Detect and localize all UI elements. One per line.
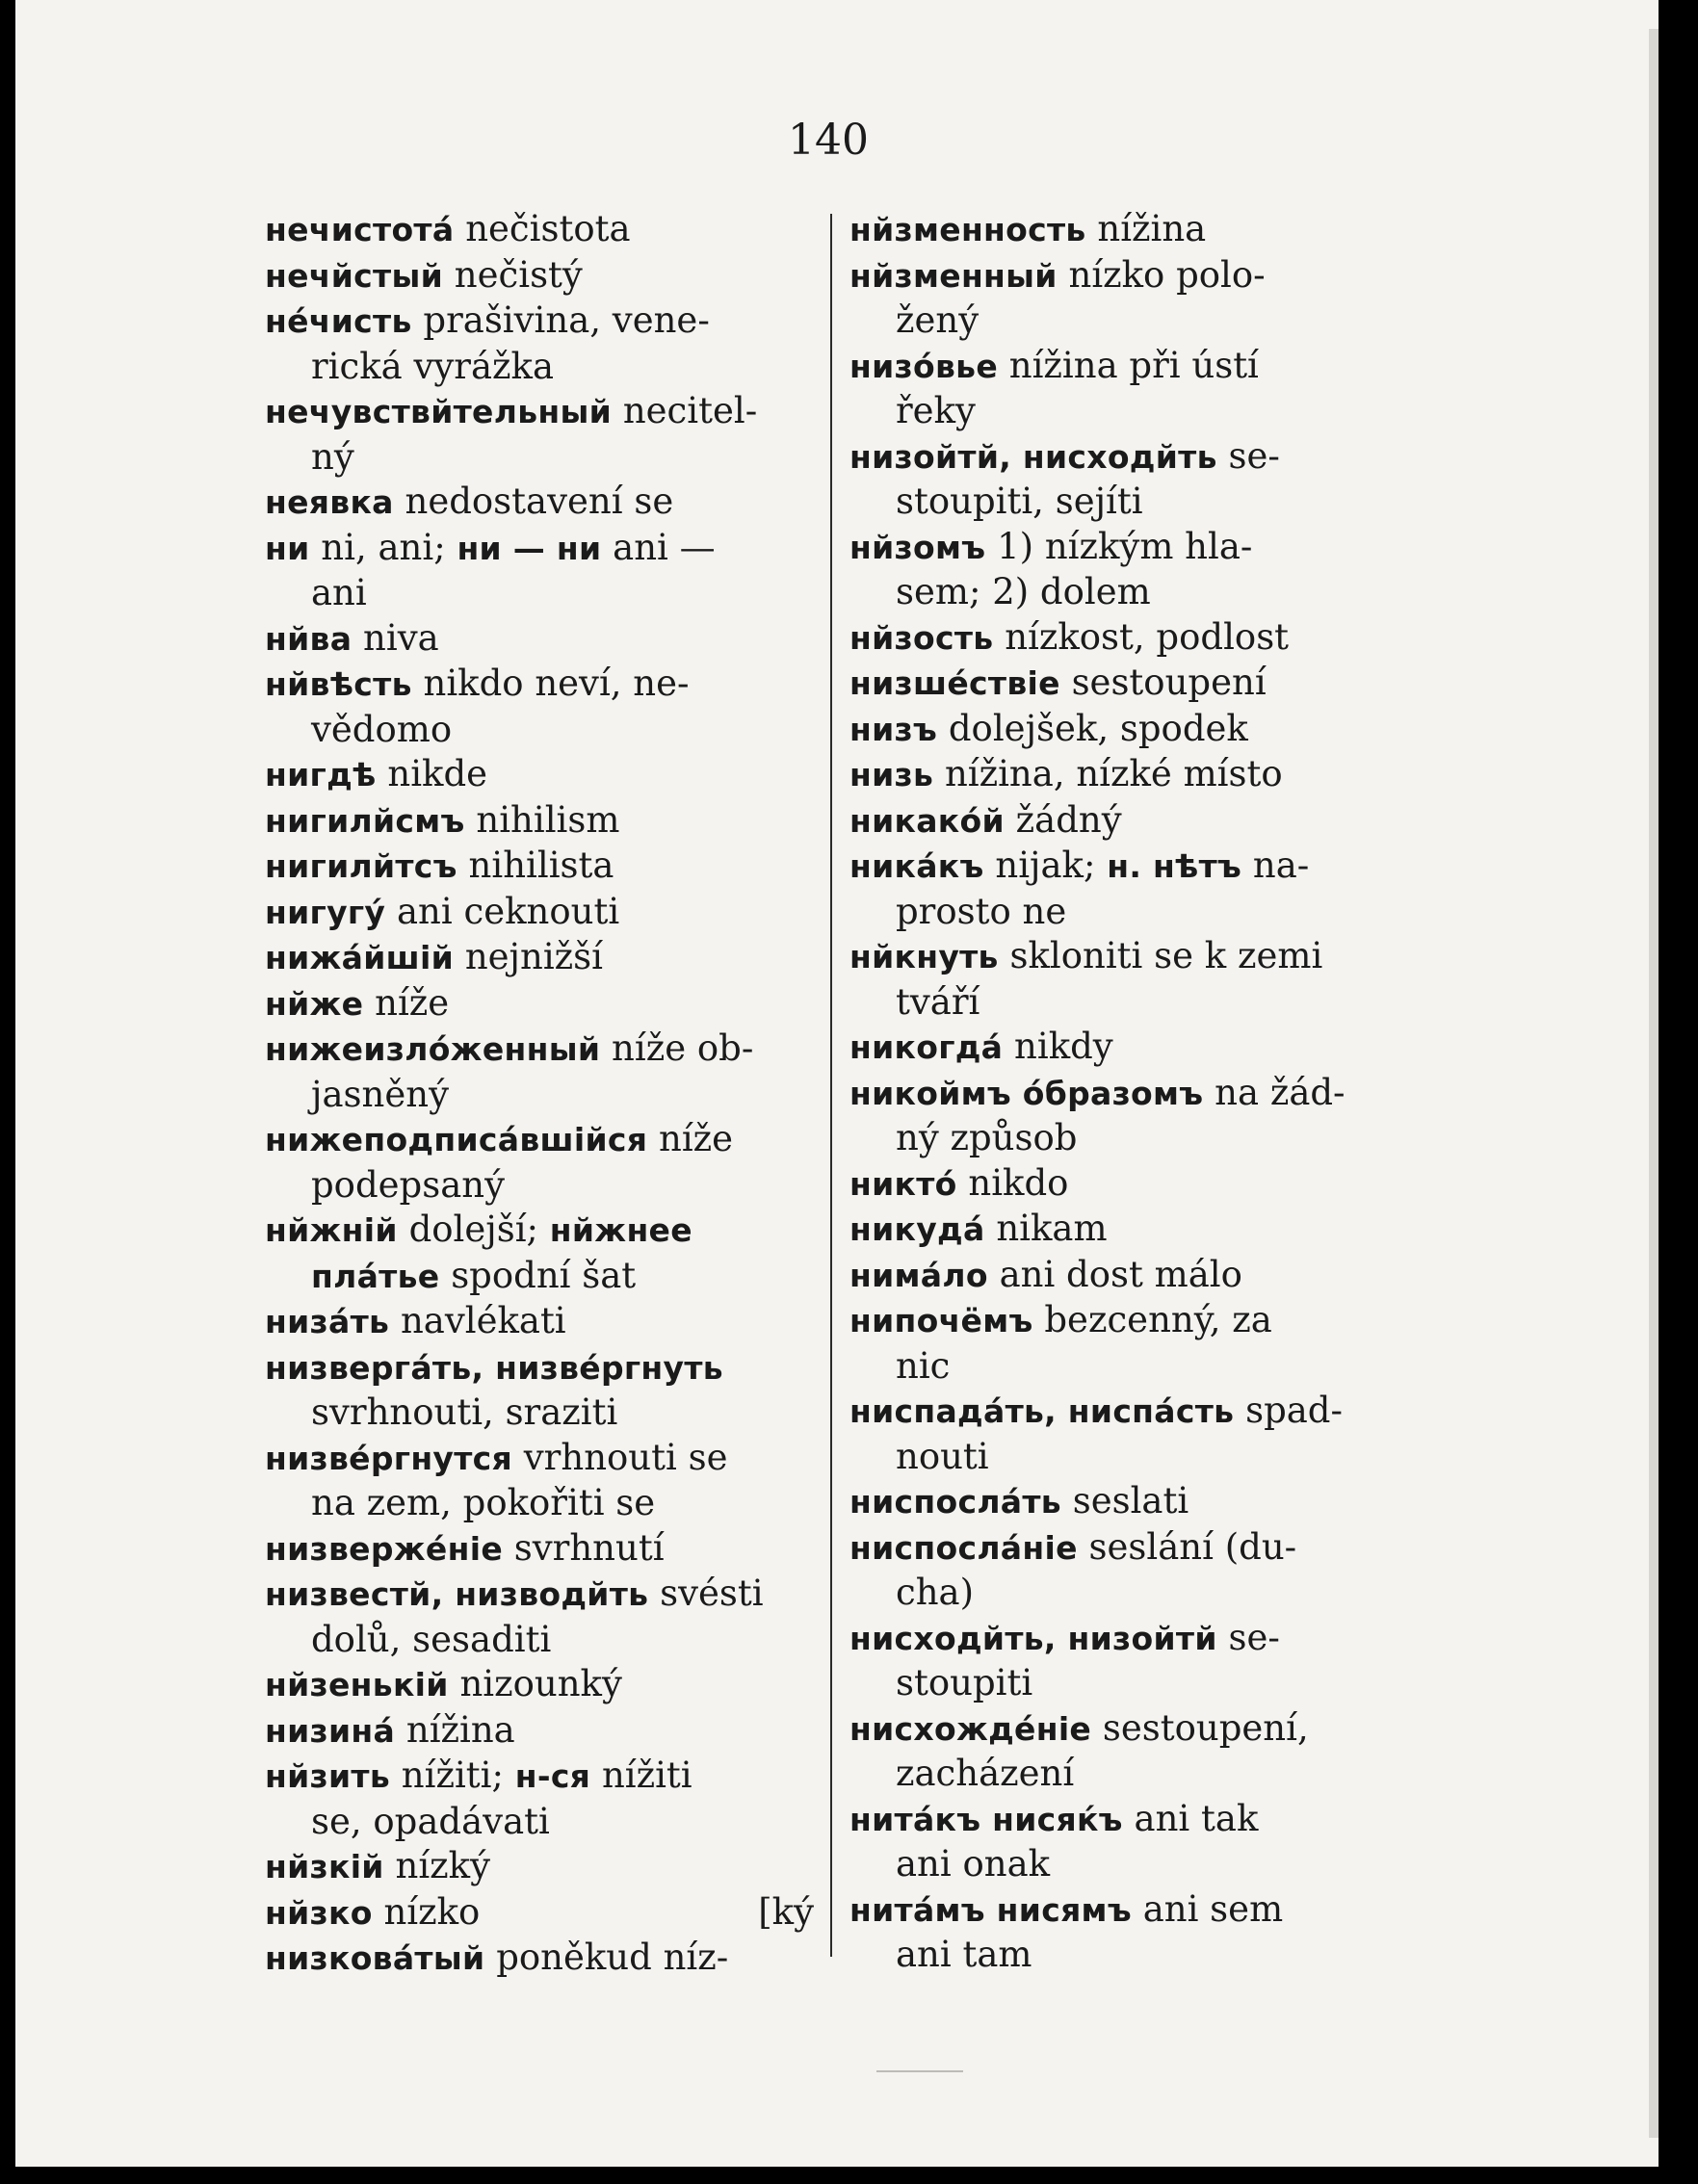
translation-continuation: rická vyrážka xyxy=(311,345,555,387)
dictionary-entry xyxy=(265,526,814,616)
dictionary-entry xyxy=(265,389,814,480)
headword: низшéствіе xyxy=(849,664,1060,702)
translation: nihilista xyxy=(468,845,614,886)
entry-continuation xyxy=(265,1391,814,1436)
dictionary-entry xyxy=(849,1479,1394,1525)
translation: ni, ani; xyxy=(321,526,446,568)
entry-continuation xyxy=(265,708,814,753)
headword: нйкнуть xyxy=(849,938,999,975)
headword: нйже xyxy=(265,984,364,1023)
headword-continuation: плáтье xyxy=(311,1257,440,1295)
dictionary-entry xyxy=(265,844,814,890)
scan-border-right xyxy=(1659,0,1698,2184)
translation: sestoupení, xyxy=(1102,1706,1309,1749)
dictionary-entry xyxy=(265,1299,814,1345)
entry-continuation xyxy=(849,980,1394,1026)
translation-continuation: svrhnouti, sraziti xyxy=(311,1391,618,1433)
translation-continuation: vědomo xyxy=(311,708,453,750)
headword-secondary: н-ся xyxy=(514,1757,591,1795)
dictionary-entry xyxy=(265,1208,814,1299)
dictionary-entry xyxy=(849,434,1394,525)
left-column xyxy=(265,207,814,1982)
dictionary-entry xyxy=(265,1345,814,1436)
headword: низвéргнутся xyxy=(265,1439,513,1477)
headword: нйзить xyxy=(265,1757,391,1795)
translation: dolejší; xyxy=(408,1209,539,1250)
entry-continuation xyxy=(849,299,1394,344)
page-edge-shadow xyxy=(1649,29,1659,2138)
dictionary-entry xyxy=(849,207,1394,253)
dictionary-entry xyxy=(849,844,1394,934)
translation-continuation: jasněný xyxy=(311,1073,449,1115)
headword: нижáйшій xyxy=(265,939,455,976)
dictionary-entry xyxy=(849,1616,1394,1706)
entry-continuation xyxy=(265,1618,814,1663)
entry-continuation xyxy=(265,1254,814,1300)
translation: bezcenný, za xyxy=(1044,1299,1272,1340)
headword: нечувствйтельный xyxy=(265,393,613,430)
dictionary-entry xyxy=(849,798,1394,845)
dictionary-entry xyxy=(849,1389,1394,1479)
bracket-continuation: [ký xyxy=(758,1890,814,1933)
headword: нижеподписáвшійся xyxy=(265,1121,648,1158)
translation-continuation: ani onak xyxy=(896,1843,1051,1885)
dictionary-entry xyxy=(265,253,814,299)
headword: нйзомъ xyxy=(849,528,986,566)
entry-continuation xyxy=(849,1661,1394,1706)
headword: нйзенькій xyxy=(265,1666,449,1703)
translation-continuation: tváří xyxy=(896,980,980,1023)
dictionary-entry xyxy=(265,207,814,253)
dictionary-entry xyxy=(265,1436,814,1526)
headword: нисходйть, xyxy=(849,1619,1057,1657)
headword: нитáмъ нисямъ xyxy=(849,1890,1132,1929)
translation: poněkud níz- xyxy=(496,1937,729,1978)
headword: никтó xyxy=(849,1164,957,1203)
translation-secondary: nížiti xyxy=(601,1755,692,1796)
translation: nížina, nízké místo xyxy=(944,753,1283,794)
dictionary-entry xyxy=(849,661,1394,707)
translation: nikam xyxy=(996,1208,1108,1249)
entry-continuation xyxy=(849,389,1394,434)
entry-continuation xyxy=(849,890,1394,935)
translation-continuation: žený xyxy=(896,299,980,341)
translation: prašivina, vene- xyxy=(423,299,710,341)
dictionary-entry xyxy=(849,752,1394,798)
headword: низвергáть, xyxy=(265,1348,484,1387)
entry-continuation xyxy=(849,480,1394,525)
translation: nijak; xyxy=(995,845,1096,886)
dictionary-entry xyxy=(849,1025,1394,1071)
translation-continuation: cha) xyxy=(896,1572,975,1613)
translation-continuation: nouti xyxy=(896,1435,989,1477)
headword: низойтй, нисходйть xyxy=(849,437,1217,476)
entry-continuation xyxy=(265,435,814,481)
headword: нйзменный xyxy=(849,256,1058,295)
dictionary-entry xyxy=(849,1161,1394,1208)
translation: nízký xyxy=(395,1845,490,1886)
dictionary-entry xyxy=(265,1117,814,1208)
dictionary-entry xyxy=(849,1207,1394,1253)
dictionary-entry xyxy=(849,1071,1394,1161)
dictionary-entry xyxy=(849,1298,1394,1389)
headword: неявка xyxy=(265,483,394,521)
scan-border-bottom xyxy=(0,2167,1698,2184)
translation: navlékati xyxy=(400,1300,566,1341)
translation: spad- xyxy=(1245,1390,1343,1431)
headword: ниспослáть xyxy=(849,1483,1061,1521)
translation: svésti xyxy=(660,1573,764,1614)
headword: нйзменность xyxy=(849,211,1086,248)
entry-continuation xyxy=(849,1344,1394,1390)
entry-continuation xyxy=(265,1800,814,1845)
page-number: 140 xyxy=(788,116,869,165)
translation: nikdo xyxy=(968,1161,1069,1204)
dictionary-entry xyxy=(265,935,814,981)
translation-secondary: ani — xyxy=(613,526,716,568)
translation: nízko polo- xyxy=(1068,253,1266,296)
translation: nečistý xyxy=(454,253,583,296)
entry-continuation xyxy=(265,1073,814,1118)
translation-continuation: sem; 2) dolem xyxy=(896,571,1151,612)
column-divider xyxy=(830,214,832,1957)
translation: na žád- xyxy=(1215,1071,1345,1113)
translation: nikdy xyxy=(1014,1026,1113,1067)
headword: ниспадáть, ниспáсть xyxy=(849,1392,1235,1430)
headword: никакóй xyxy=(849,801,1005,840)
translation-continuation: spodní šat xyxy=(451,1254,637,1296)
headword: никáкъ xyxy=(849,847,984,885)
translation: niva xyxy=(363,616,439,659)
translation: ani ceknouti xyxy=(397,890,620,932)
translation: nížina xyxy=(405,1708,515,1751)
entry-continuation xyxy=(849,570,1394,615)
dictionary-entry xyxy=(265,480,814,526)
entry-continuation xyxy=(849,1933,1394,1978)
dictionary-entry xyxy=(849,344,1394,434)
right-column xyxy=(849,207,1394,1978)
translation-continuation: na zem, pokořiti se xyxy=(311,1482,656,1523)
translation: nikdo neví, ne- xyxy=(423,663,690,704)
footer-mark xyxy=(876,2070,963,2072)
dictionary-entry xyxy=(265,616,814,663)
translation: nízko xyxy=(383,1890,481,1933)
dictionary-entry xyxy=(265,1708,814,1755)
headword: нисхождéніе xyxy=(849,1709,1092,1748)
translation-continuation: zacházení xyxy=(896,1753,1075,1794)
dictionary-entry xyxy=(265,299,814,389)
dictionary-entry xyxy=(849,1253,1394,1299)
dictionary-entry xyxy=(265,1936,814,1982)
entry-continuation xyxy=(849,1116,1394,1161)
dictionary-entry xyxy=(849,1706,1394,1797)
translation: nikde xyxy=(387,753,488,794)
translation: nizounký xyxy=(459,1663,622,1704)
dictionary-entry xyxy=(265,798,814,845)
dictionary-entry xyxy=(849,615,1394,662)
translation: seslání (du- xyxy=(1088,1525,1297,1568)
dictionary-entry xyxy=(265,662,814,752)
headword: нйзкій xyxy=(265,1848,384,1885)
translation: necitel- xyxy=(622,390,758,431)
translation: svrhnutí xyxy=(513,1526,665,1569)
headword: никудá xyxy=(849,1210,985,1248)
dictionary-entry xyxy=(265,1662,814,1708)
translation-secondary: se- xyxy=(1228,1616,1280,1658)
headword: ниспослáніе xyxy=(849,1528,1078,1567)
translation-continuation: dolů, sesaditi xyxy=(311,1618,552,1660)
dictionary-entry xyxy=(849,934,1394,1025)
translation: žádný xyxy=(1015,798,1122,841)
headword: нимáло xyxy=(849,1256,988,1294)
headword: нйва xyxy=(265,619,353,658)
translation-continuation: podepsaný xyxy=(311,1163,506,1206)
headword: нéчисть xyxy=(265,302,412,340)
dictionary-entry xyxy=(265,1572,814,1662)
entry-continuation xyxy=(849,1571,1394,1616)
translation: níže xyxy=(659,1118,734,1159)
translation: nečistota xyxy=(465,208,631,249)
translation: se- xyxy=(1228,434,1280,477)
translation-continuation: stoupiti xyxy=(896,1662,1033,1703)
headword: никогдá xyxy=(849,1028,1004,1066)
entry-continuation xyxy=(265,345,814,390)
translation: nedostavení se xyxy=(405,481,674,522)
headword-secondary: низвéргнуть xyxy=(495,1348,723,1387)
dictionary-entry xyxy=(849,707,1394,753)
translation: nížiti; xyxy=(401,1755,504,1796)
headword: нигилйтсъ xyxy=(265,847,457,885)
headword: нигилйсмъ xyxy=(265,801,465,840)
translation: vrhnouti se xyxy=(523,1436,728,1478)
dictionary-entry xyxy=(265,1526,814,1573)
headword-secondary: низойтй xyxy=(1067,1619,1217,1657)
translation: níže ob- xyxy=(612,1027,754,1069)
translation: nihilism xyxy=(476,798,620,841)
translation: níže xyxy=(375,981,450,1024)
translation-continuation: ný způsob xyxy=(896,1117,1078,1158)
translation: nejnižší xyxy=(464,936,603,977)
headword: нитáкъ нисяќъ xyxy=(849,1800,1123,1838)
translation: ani tak xyxy=(1134,1797,1259,1839)
headword: ни xyxy=(265,529,310,567)
headword: нечистотá xyxy=(265,211,455,248)
dictionary-entry xyxy=(265,752,814,798)
headword: нижеизлóженный xyxy=(265,1030,601,1068)
entry-continuation xyxy=(265,571,814,616)
headword: низковáтый xyxy=(265,1939,485,1977)
headword-secondary: ни — ни xyxy=(457,529,602,567)
translation-continuation: nic xyxy=(896,1344,951,1387)
translation-continuation: ani xyxy=(311,572,367,613)
headword: нигдѣ xyxy=(265,756,377,793)
translation-continuation: řeky xyxy=(896,390,976,431)
dictionary-entry xyxy=(849,525,1394,615)
dictionary-entry xyxy=(849,253,1394,344)
entry-continuation xyxy=(265,1481,814,1526)
translation: seslati xyxy=(1072,1480,1189,1521)
headword-secondary: нйжнее xyxy=(549,1211,692,1249)
headword: нечйстый xyxy=(265,256,444,295)
translation: nízkost, podlost xyxy=(1005,615,1290,658)
translation-continuation: ný xyxy=(311,435,354,478)
entry-continuation xyxy=(849,1752,1394,1797)
entry-continuation xyxy=(265,1163,814,1209)
headword-secondary: н. нѣтъ xyxy=(1107,847,1242,885)
translation: nížina při ústí xyxy=(1008,344,1259,386)
dictionary-entry xyxy=(849,1797,1394,1887)
dictionary-entry xyxy=(265,1754,814,1844)
translation: 1) nízkým hla- xyxy=(997,525,1253,567)
headword: низóвье xyxy=(849,347,998,385)
dictionary-entry xyxy=(849,1525,1394,1616)
dictionary-entry xyxy=(265,981,814,1027)
headword: нипочёмъ xyxy=(849,1302,1033,1339)
translation-secondary: na- xyxy=(1252,845,1310,886)
translation: dolejšek, spodek xyxy=(948,707,1248,749)
translation: nížina xyxy=(1097,208,1207,249)
translation: sestoupení xyxy=(1071,662,1267,703)
headword: низвержéніе xyxy=(265,1529,503,1568)
headword: нйзко xyxy=(265,1893,373,1932)
scan-border-left xyxy=(0,0,15,2184)
dictionary-entry xyxy=(265,1027,814,1117)
entry-continuation xyxy=(849,1842,1394,1887)
dictionary-entry xyxy=(265,890,814,936)
headword: низинá xyxy=(265,1711,396,1750)
headword: никоймъ óбразомъ xyxy=(849,1074,1204,1112)
dictionary-entry xyxy=(265,1844,814,1890)
translation: skloniti se k zemi xyxy=(1009,935,1323,976)
entry-continuation xyxy=(849,1435,1394,1480)
headword: нйзость xyxy=(849,618,994,657)
translation-continuation: stoupiti, sejíti xyxy=(896,481,1143,522)
dictionary-entry xyxy=(849,1887,1394,1978)
headword: низáть xyxy=(265,1303,390,1340)
translation: ani dost málo xyxy=(999,1253,1242,1295)
headword: низъ xyxy=(849,710,938,748)
translation-continuation: prosto ne xyxy=(896,890,1067,932)
translation: ani sem xyxy=(1142,1887,1284,1930)
translation-continuation: se, opadávati xyxy=(311,1800,550,1842)
headword: нигугý xyxy=(265,893,386,931)
headword: низь xyxy=(849,756,934,793)
dictionary-entry xyxy=(265,1890,814,1937)
translation-continuation: ani tam xyxy=(896,1934,1032,1975)
headword: нйжній xyxy=(265,1211,398,1249)
headword: нйвѣсть xyxy=(265,665,412,703)
headword: низвестй, низводйть xyxy=(265,1575,649,1613)
